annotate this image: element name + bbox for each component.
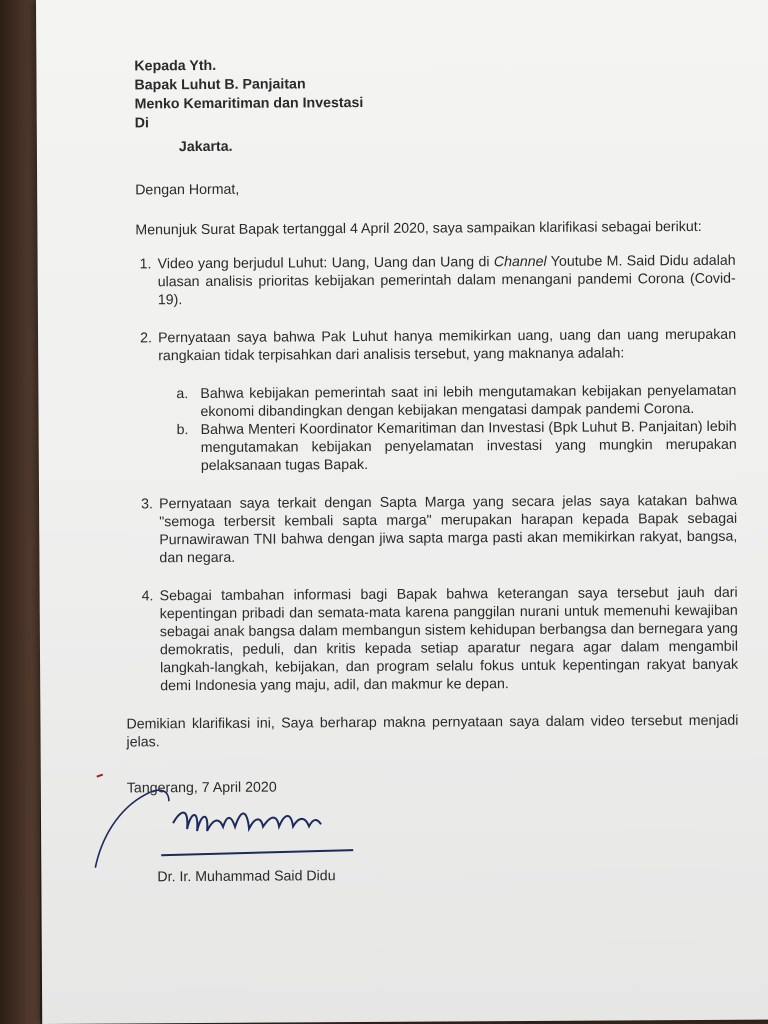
sub-list-letter: b. [176,422,189,439]
sub-list [158,382,737,476]
clarification-list [136,252,739,696]
recipient-city: Jakarta. [178,138,233,156]
list-number: 4. [141,588,154,605]
list-item [136,326,737,476]
sub-list-letter: a. [176,386,189,403]
desk-background [0,0,40,1024]
list-number: 3. [141,496,153,513]
sub-list-item [177,418,737,475]
item-text: Sebagai tambahan informasi bagi Bapak bahwa keterangan saya tersebut jauh dari kepentingan pribadi dan semata-mata karena panggilan nurani untuk memenuhi kewajiban sebagai anak bangsa dalam membangun sistem kehidupan berbangsa dan bernegara yang demokratis, peduli, dan kritis kepada setiap aparatur negara agar dalam mengambil langkah-langkah, kebijakan, dan program selalu fokus untuk kepentingan rakyat banyak demi Indonesia yang maju, adil, dan makmur ke depan. [159,584,739,695]
letter-body [126,54,739,798]
handwritten-signature [91,768,392,870]
item-text: Pernyataan saya bahwa Pak Luhut hanya memikirkan uang, uang dan uang merupakan rangkaian tidak terpisahkan dari analisis tersebut, yang maknanya adalah: [158,326,737,365]
item-text: Video yang berjudul Luhut: Uang, Uang dan Uang di [157,254,494,273]
item-text-italic: Channel [493,253,547,271]
signatory-name: Dr. Ir. Muhammad Said Didu [157,868,336,886]
place-date: Tangerang, 7 April 2020 [126,779,277,797]
list-item [136,252,736,310]
recipient-line-2: Bapak Luhut B. Panjaitan [134,76,306,94]
letter-paper [36,0,768,1024]
item-text: Youtube M. Said Didu adalah ulasan analisis prioritas kebijakan pemerintah dalam menangani pandemi Corona (Covid-19). [157,252,736,309]
greeting: Dengan Hormat, [135,181,240,199]
sub-item-text: Bahwa kebijakan pemerintah saat ini lebih mengutamakan kebijakan penyelamatan ekonomi dibandingkan dengan kebijakan mengatasi dampak pandemi Corona. [200,382,737,421]
item-text: Pernyataan saya terkait dengan Sapta Marga yang secara jelas saya katakan bahwa "semoga terbersit kembali sapta marga" merupakan harapan kepada Bapak sebagai Purnawirawan TNI bahwa dengan jiwa sapta marga pasti akan memikirkan rakyat, bangsa, dan negara. [159,492,738,567]
list-item [138,584,739,696]
closing-paragraph: Demikian klarifikasi ini, Saya berharap makna pernyataan saya dalam video tersebut menjadi jelas. [126,712,739,751]
recipient-line-1: Kepada Yth. [134,57,217,75]
intro-paragraph: Menunjuk Surat Bapak tertanggal 4 April 2020, saya sampaikan klarifikasi sebagai berikut: [135,218,702,239]
recipient-block [134,54,735,158]
list-item [137,492,737,568]
list-number: 2. [140,330,152,347]
list-number: 1. [139,256,152,273]
recipient-line-3: Menko Kemaritiman dan Investasi [134,95,364,113]
recipient-line-4: Di [134,115,149,132]
sub-list-item [176,382,736,421]
sub-item-text: Bahwa Menteri Koordinator Kemaritiman dan Investasi (Bpk Luhut B. Panjaitan) lebih mengutamakan kebijakan penyelamatan investasi yang mungkin merupakan pelaksanaan tugas Bapak. [200,418,737,475]
